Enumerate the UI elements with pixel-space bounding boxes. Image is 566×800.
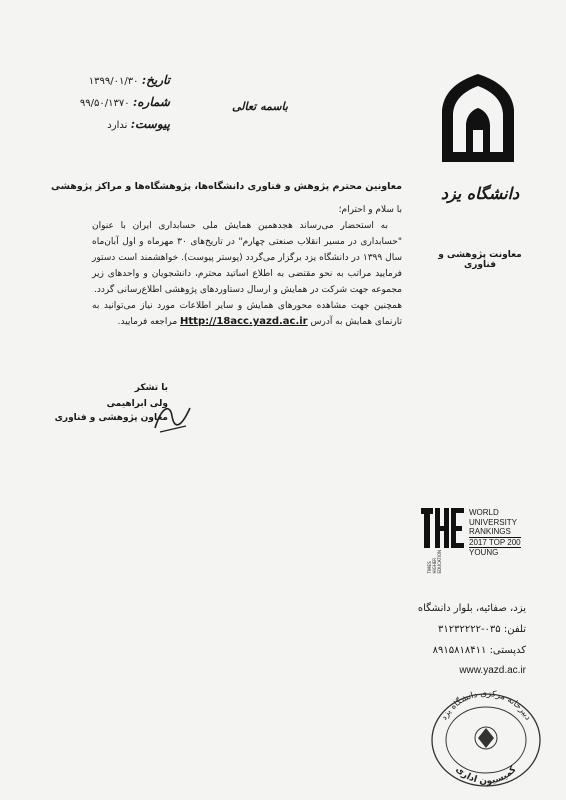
phone-label: تلفن: — [503, 624, 526, 635]
yazd-university-logo — [436, 70, 520, 180]
signature-thanks: با تشکر — [134, 383, 168, 393]
phone-value: ۰۳۵-۳۱۲۳۲۲۲۲ — [437, 624, 501, 635]
attachment-row — [60, 117, 170, 131]
number-row — [60, 95, 170, 109]
letter-body — [92, 202, 402, 330]
department-name: معاونت پژوهشی و فناوری — [438, 250, 522, 270]
date-label: تاریخ: — [141, 73, 170, 87]
number-value: ۹۹/۵۰/۱۳۷۰ — [79, 98, 130, 109]
paragraph-2-end: مراجعه فرمایید. — [117, 317, 178, 327]
rankings-line-4: 2017 TOP 200 — [469, 537, 521, 547]
svg-text:دبیرخانه مرکزی دانشگاه یزد: دبیرخانه مرکزی دانشگاه یزد — [439, 688, 533, 723]
postal-value: ۸۹۱۵۸۱۸۴۱۱ — [432, 645, 487, 656]
the-side-label — [427, 550, 442, 574]
footer-address: یزد، صفائیه، بلوار دانشگاه — [417, 603, 526, 614]
paragraph-2 — [92, 298, 402, 330]
svg-text:کمیسیون اداری: کمیسیون اداری — [453, 764, 519, 787]
the-side-1: TIMES — [427, 561, 432, 574]
recipient-line: معاونین محترم پژوهش و فناوری دانشگاه‌ها، پژوهشگاه‌ها و مراکز پژوهشی — [51, 181, 402, 192]
footer-phone — [438, 624, 526, 635]
paragraph-2-text: همچنین جهت مشاهده محورهای همایش و سایر اطلاعات مورد نیاز می‌توانید به تارنمای همایش به آدرس — [92, 301, 402, 327]
signer-title: معاون پژوهشی و فناوری — [54, 413, 168, 423]
attachment-label: پیوست: — [130, 117, 170, 131]
postal-label: کدپستی: — [489, 645, 526, 656]
attachment-value: ندارد — [107, 120, 128, 131]
rankings-text — [469, 508, 521, 558]
footer-postal — [433, 645, 526, 656]
the-side-2: HIGHER — [432, 557, 437, 574]
rankings-line-3: RANKINGS — [469, 527, 511, 536]
paragraph-1: به استحضار می‌رساند هجدهمین همایش ملی حسابداری ایران با عنوان "حسابداری در مسیر انقلاب صنعتی چهارم" در تاریخ‌های ۳۰ مهرماه و اول آبان‌ماه سال ۱۳۹۹ در دانشگاه یزد برگزار می‌گردد (پوستر پیوست). خواهشمند است دستور فرمایید مراتب به نحو مقتضی به اطلاع اساتید محترم، دانشجویان و واحدهای زیر مجموعه جهت شرکت در همایش و ارسال دستاوردهای پژوهشی اطلاع‌رسانی گردد. — [92, 221, 402, 295]
handwritten-signature — [150, 398, 195, 438]
date-row — [60, 73, 170, 87]
number-label: شماره: — [132, 95, 170, 109]
rankings-line-1: WORLD — [469, 508, 499, 517]
greeting: با سلام و احترام؛ — [338, 205, 402, 215]
rankings-badge — [421, 508, 526, 574]
university-name: دانشگاه یزد — [440, 184, 520, 203]
signer-name: ولی ابراهیمی — [106, 399, 168, 409]
conference-url[interactable]: Http://18acc.yazd.ac.ir — [180, 316, 308, 327]
office-stamp — [426, 682, 546, 787]
footer-website[interactable]: www.yazd.ac.ir — [459, 665, 526, 676]
the-side-3: EDUCATION — [437, 550, 442, 574]
stamp-seal-icon — [426, 682, 546, 787]
rankings-line-5: YOUNG — [469, 548, 499, 557]
date-value: ۱۳۹۹/۰۱/۳۰ — [88, 76, 139, 87]
rankings-line-2: UNIVERSITY — [469, 517, 518, 527]
bismillah-heading: باسمه تعالی — [232, 100, 288, 113]
